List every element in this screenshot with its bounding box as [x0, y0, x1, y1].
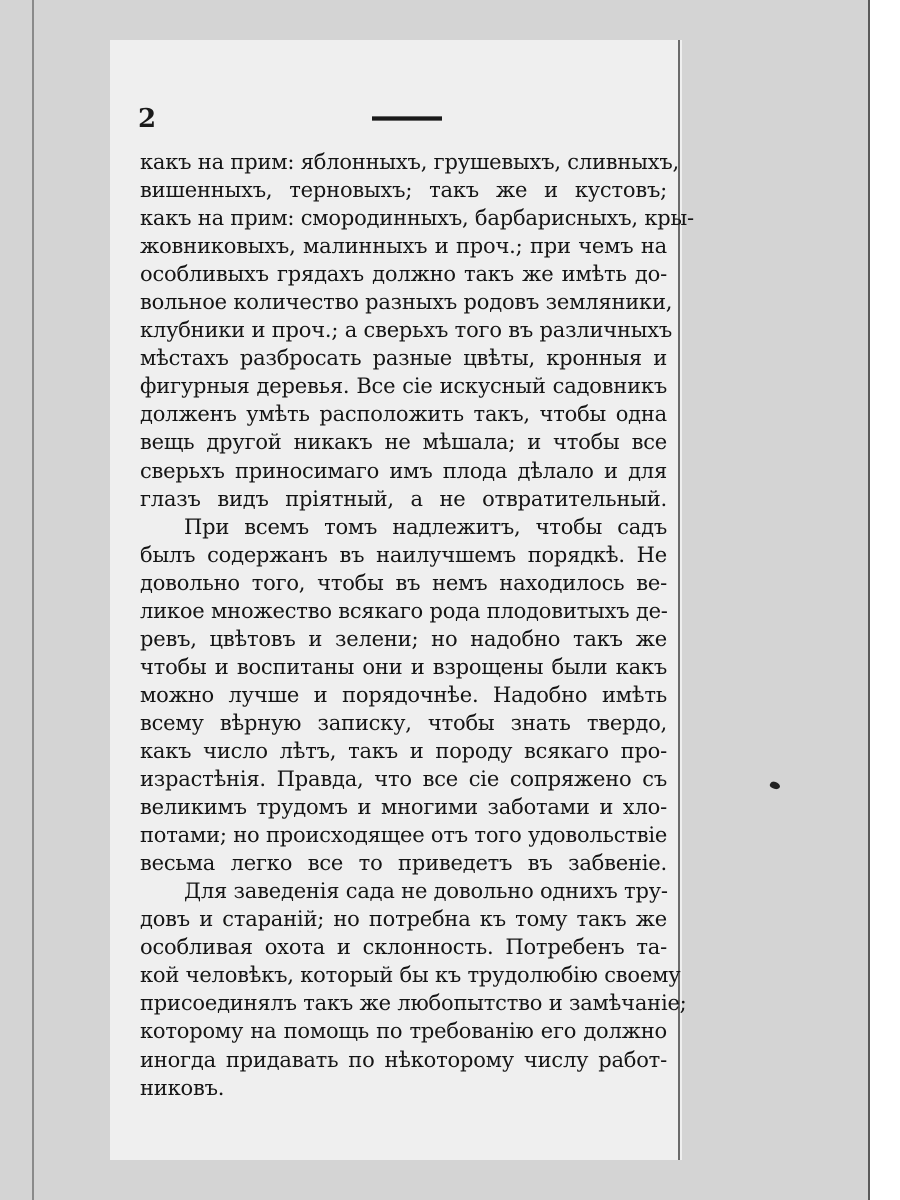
text-line: ревъ, цвѣтовъ и зелени; но надобно такъ же: [140, 626, 667, 651]
text-line: особливыхъ грядахъ должно такъ же имѣть до-: [140, 262, 667, 287]
paragraph: [140, 877, 687, 1101]
text-line: особливая охота и склонность. Потребенъ та-: [140, 935, 667, 960]
text-line: глазъ видъ пріятный, а не отвратительный.: [140, 486, 667, 511]
text-line: былъ содержанъ въ наилучшемъ порядкѣ. Не: [140, 542, 667, 567]
text-line: вещь другой никакъ не мѣшала; и чтобы все: [140, 430, 667, 455]
text-line: довольно того, чтобы въ немъ находилось ве-: [140, 570, 667, 595]
text-line: потами; но происходящее отъ того удовольствіе: [140, 823, 668, 848]
text-line: присоединялъ такъ же любопытство и замѣчаніе;: [140, 991, 687, 1016]
text-line: израстѣнія. Правда, что все сіе сопряжено съ: [140, 767, 667, 792]
paragraph: [140, 513, 680, 878]
page-number: 2: [138, 104, 157, 134]
text-line: иногда придавать по нѣкоторому числу работ-: [140, 1047, 667, 1072]
text-line: кой человѣкъ, который бы къ трудолюбію своему: [140, 963, 681, 988]
text-line: вишенныхъ, терновыхъ; такъ же и кустовъ;: [140, 178, 667, 203]
text-line: какъ на прим: смородинныхъ, барбарисныхъ, кры-: [140, 206, 694, 231]
text-line: жовниковыхъ, малинныхъ и проч.; при чемъ на: [140, 234, 667, 259]
text-line: долженъ умѣть расположить такъ, чтобы одна: [140, 402, 667, 427]
text-line: мѣстахъ разбросать разные цвѣты, кронныя и: [140, 346, 667, 371]
text-line: ликое множество всякаго рода плодовитыхъ де-: [140, 598, 668, 623]
scan-margin-right: [870, 0, 900, 1200]
text-line: вольное количество разныхъ родовъ земляники,: [140, 290, 673, 315]
text-line: клубники и проч.; а сверьхъ того въ различныхъ: [140, 318, 673, 343]
text-line: чтобы и воспитаны они и взрощены были какъ: [140, 654, 667, 679]
text-line: Для заведенія сада не довольно однихъ тру-: [184, 879, 668, 904]
text-line: какъ число лѣтъ, такъ и породу всякаго про-: [140, 738, 667, 763]
book-edge-left: [32, 0, 34, 1200]
text-line: какъ на прим: яблонныхъ, грушевыхъ, сливныхъ,: [140, 150, 680, 174]
text-line: сверьхъ приносимаго имъ плода дѣлало и для: [140, 458, 667, 483]
text-line: весьма легко все то приведетъ въ забвеніе.: [140, 851, 667, 876]
header-rule: [372, 116, 442, 121]
text-line: фигурныя деревья. Все сіе искусный садовникъ: [140, 374, 667, 399]
text-line: довъ и стараній; но потребна къ тому такъ же: [140, 907, 667, 932]
text-line: При всемъ томъ надлежитъ, чтобы садъ: [184, 514, 667, 539]
body-text: [140, 148, 694, 1102]
text-line: великимъ трудомъ и многими заботами и хло-: [140, 795, 667, 820]
text-line: которому на помощь по требованію его должно: [140, 1019, 667, 1044]
text-line: никовъ.: [140, 1075, 225, 1100]
text-line: всему вѣрную записку, чтобы знать твердо,: [140, 710, 667, 735]
text-line: можно лучше и порядочнѣе. Надобно имѣть: [140, 682, 667, 707]
paragraph: [140, 148, 694, 513]
